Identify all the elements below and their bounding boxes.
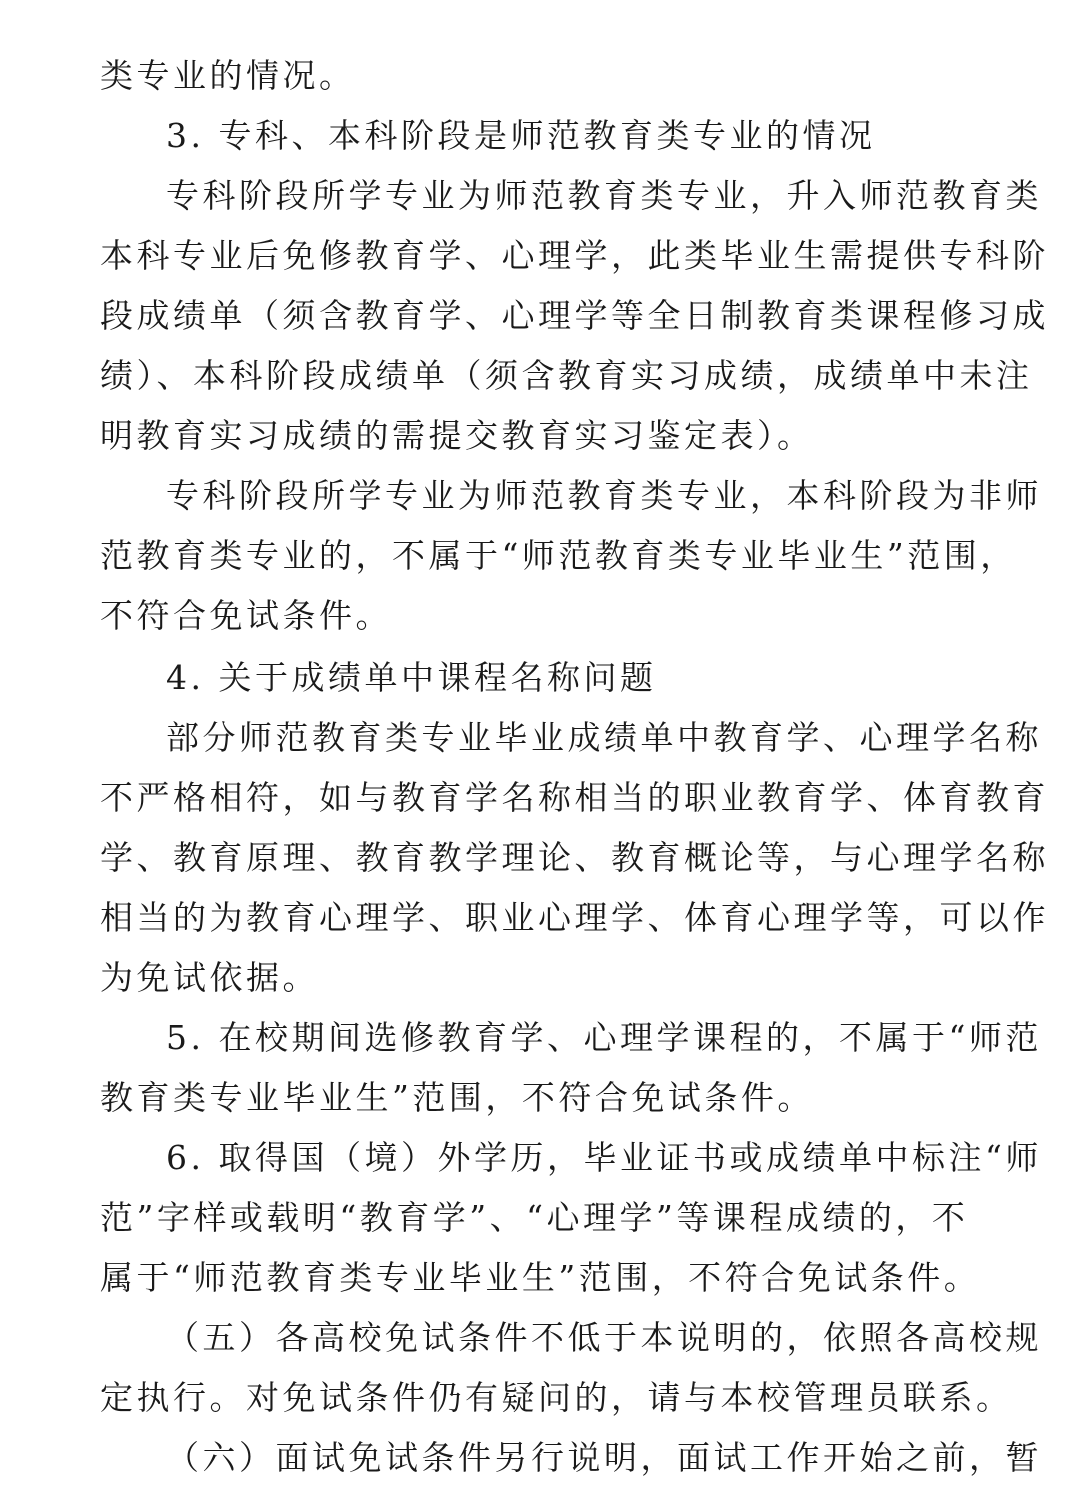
section-heading: 3. 专科、本科阶段是师范教育类专业的情况: [166, 116, 876, 155]
paragraph-line: 定执行。对免试条件仍有疑问的，请与本校管理员联系。: [100, 1378, 1013, 1417]
paragraph-line: 本科专业后免修教育学、心理学，此类毕业生需提供专科阶: [100, 236, 1049, 275]
section-heading: 5. 在校期间选修教育学、心理学课程的，不属于“师范: [166, 1018, 1042, 1057]
section-heading: 4. 关于成绩单中课程名称问题: [166, 658, 657, 697]
text-line: 类专业的情况。: [100, 56, 356, 95]
paragraph-line: 专科阶段所学专业为师范教育类专业，升入师范教育类: [166, 176, 1042, 215]
section-heading: （五）各高校免试条件不低于本说明的，依照各高校规: [166, 1318, 1042, 1357]
paragraph-line: 绩）、本科阶段成绩单（须含教育实习成绩，成绩单中未注: [100, 356, 1033, 395]
paragraph-line: 不符合免试条件。: [100, 596, 392, 635]
paragraph-line: 属于“师范教育类专业毕业生”范围，不符合免试条件。: [100, 1258, 981, 1297]
paragraph-line: 不严格相符，如与教育学名称相当的职业教育学、体育教育: [100, 778, 1049, 817]
section-heading: 6. 取得国（境）外学历，毕业证书或成绩单中标注“师: [166, 1138, 1042, 1177]
paragraph-line: 教育类专业毕业生”范围，不符合免试条件。: [100, 1078, 814, 1117]
paragraph-line: 相当的为教育心理学、职业心理学、体育心理学等，可以作: [100, 898, 1049, 937]
paragraph-line: 部分师范教育类专业毕业成绩单中教育学、心理学名称: [166, 718, 1042, 757]
paragraph-line: 明教育实习成绩的需提交教育实习鉴定表）。: [100, 416, 814, 455]
paragraph-line: 段成绩单（须含教育学、心理学等全日制教育类课程修习成: [100, 296, 1049, 335]
section-heading: （六）面试免试条件另行说明，面试工作开始之前，暂: [166, 1438, 1042, 1477]
paragraph-line: 为免试依据。: [100, 958, 319, 997]
paragraph-line: 专科阶段所学专业为师范教育类专业，本科阶段为非师: [166, 476, 1042, 515]
paragraph-line: 学、教育原理、教育教学理论、教育概论等，与心理学名称: [100, 838, 1049, 877]
paragraph-line: 范”字样或载明“教育学”、“心理学”等课程成绩的，不: [100, 1198, 969, 1237]
paragraph-line: 范教育类专业的，不属于“师范教育类专业毕业生”范围，: [100, 536, 1017, 575]
